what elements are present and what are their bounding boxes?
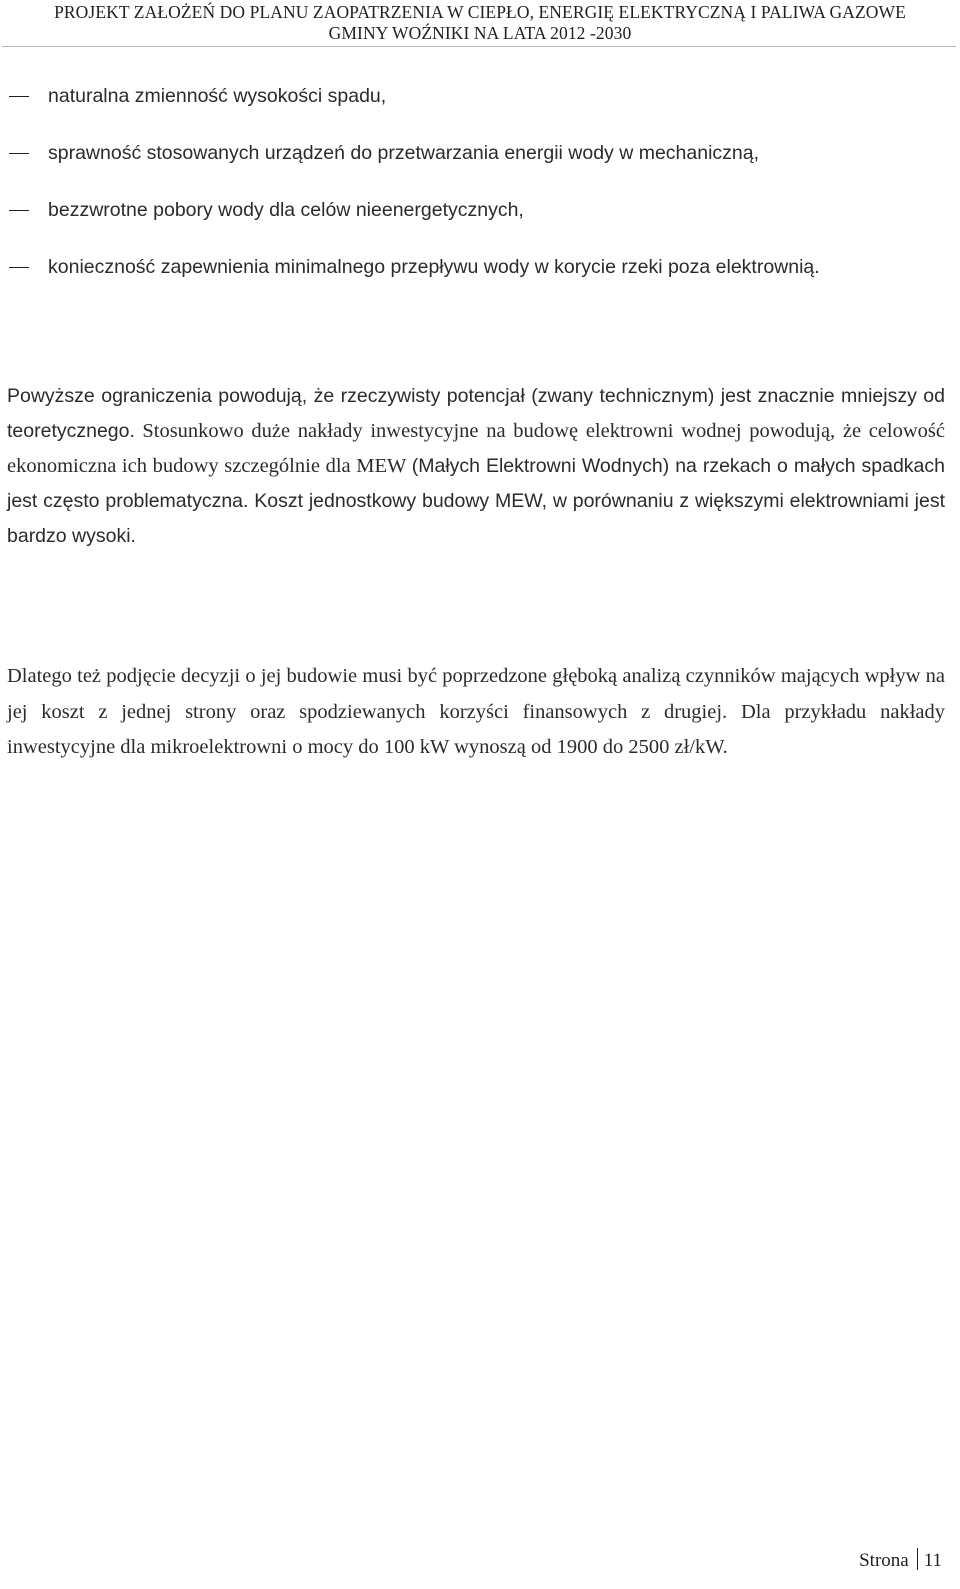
footer-separator <box>917 1548 918 1570</box>
list-item <box>0 79 945 113</box>
page-number: 11 <box>923 1550 942 1571</box>
list-item <box>0 250 945 284</box>
paragraph-text: Powyższe ograniczenia powodują, że rzeczywisty potencjał (zwany technicznym) jest znacznie mniejszy od teoretycznego. <box>7 385 945 442</box>
dash-bullet-icon <box>9 267 29 268</box>
bullet-list <box>0 79 960 307</box>
page-label: Strona <box>859 1550 909 1571</box>
dash-bullet-icon <box>9 153 29 154</box>
list-item <box>0 136 945 170</box>
paragraph-text: Stosunkowo duże nakłady inwestycyjne na budowę elektrowni wodnej powodują, że celowość ekonomiczna ich budowy szczególnie dla MEW <box>7 420 945 477</box>
dash-bullet-icon <box>9 96 29 97</box>
list-item <box>0 193 945 227</box>
list-item-text: konieczność zapewnienia minimalnego przepływu wody w korycie rzeki poza elektrownią. <box>48 256 820 278</box>
list-item-text: sprawność stosowanych urządzeń do przetwarzania energii wody w mechaniczną, <box>48 142 760 164</box>
body-paragraph-costs: Dlatego też podjęcie decyzji o jej budowie musi być poprzedzone głęboką analizą czynników mających wpływ na jej koszt z jednej strony oraz spodziewanych korzyści finansowych z drugiej. Dla przykładu nakłady inwestycyjne dla mikroelektrowni o mocy do 100 kW wynoszą od 1900 do 2500 zł/kW. <box>7 665 945 758</box>
header-divider <box>2 46 956 47</box>
paragraph-text: (Małych Elektrowni Wodnych) na rzekach o małych spadkach jest często problematyczna. Koszt jednostkowy budowy MEW, w porównaniu z większymi elektrowniami jest bardzo wysoki. <box>7 455 945 547</box>
dash-bullet-icon <box>9 210 29 211</box>
list-item-text: naturalna zmienność wysokości spadu, <box>48 85 387 107</box>
document-header <box>0 2 960 44</box>
body-paragraph-limitations <box>7 379 945 554</box>
list-item-text: bezzwrotne pobory wody dla celów nieenergetycznych, <box>48 199 524 221</box>
header-title-line-2: GMINY WOŹNIKI NA LATA 2012 -2030 <box>328 23 632 43</box>
header-title-line-1: PROJEKT ZAŁOŻEŃ DO PLANU ZAOPATRZENIA W CIEPŁO, ENERGIĘ ELEKTRYCZNĄ I PALIWA GAZOWE <box>54 2 906 22</box>
page-footer <box>859 1548 942 1573</box>
